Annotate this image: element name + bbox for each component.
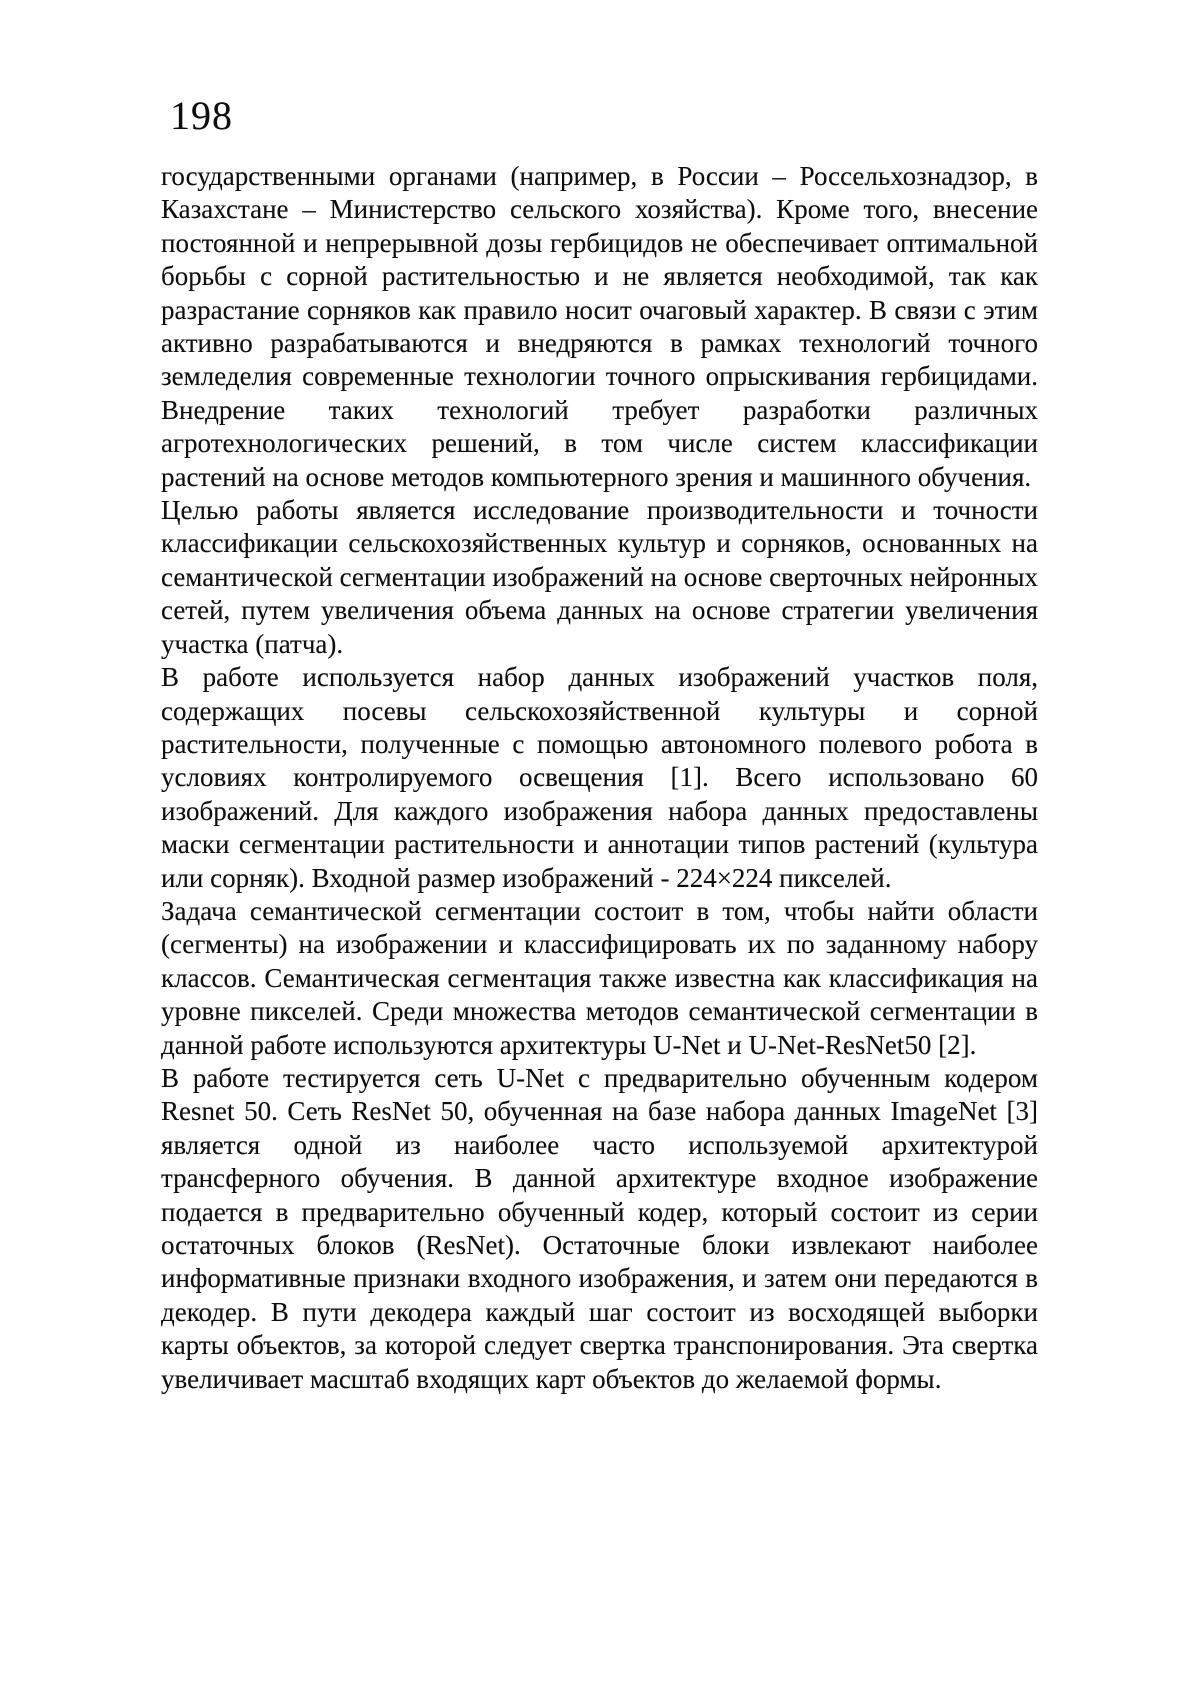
body-text	[161, 160, 1038, 1396]
paragraph: В работе используется набор данных изображений участков поля, содержащих посевы сельскохозяйственной культуры и сорной растительности, полученные с помощью автономного полевого робота в условиях контролируемого освещения [1]. Всего использовано 60 изображений. Для каждого изображения набора данных предоставлены маски сегментации растительности и аннотации типов растений (культура или сорняк). Входной размер изображений - 224×224 пикселей.	[161, 662, 1038, 893]
paragraph: государственными органами (например, в России – Россельхознадзор, в Казахстане – Министерство сельского хозяйства). Кроме того, внесение постоянной и непрерывной дозы гербицидов не обеспечивает оптимальной борьбы с сорной растительностью и не является необходимой, так как разрастание сорняков как правило носит очаговый характер. В связи с этим активно разрабатываются и внедряются в рамках технологий точного земледелия современные технологии точного опрыскивания гербицидами. Внедрение таких технологий требует разработки различных агротехнологических решений, в том числе систем классификации растений на основе методов компьютерного зрения и машинного обучения.	[161, 161, 1038, 492]
page-number: 198	[170, 93, 233, 138]
paragraph: Целью работы является исследование производительности и точности классификации сельскохозяйственных культур и сорняков, основанных на семантической сегментации изображений на основе сверточных нейронных сетей, путем увеличения объема данных на основе стратегии увеличения участка (патча).	[161, 495, 1038, 659]
paragraph: Задача семантической сегментации состоит в том, чтобы найти области (сегменты) на изображении и классифицировать их по заданному набору классов. Семантическая сегментация также известна как классификация на уровне пикселей. Среди множества методов семантической сегментации в данной работе используются архитектуры U-Net и U-Net-ResNet50 [2].	[161, 895, 1038, 1060]
paragraph: В работе тестируется сеть U-Net с предварительно обученным кодером Resnet 50. Сеть ResNet 50, обученная на базе набора данных ImageNet [3] является одной из наиболее часто используемой архитектурой трансферного обучения. В данной архитектуре входное изображение подается в предварительно обученный кодер, который состоит из серии остаточных блоков (ResNet). Остаточные блоки извлекают наиболее информативные признаки входного изображения, и затем они передаются в декодер. В пути декодера каждый шаг состоит из восходящей выборки карты объектов, за которой следует свертка транспонирования. Эта свертка увеличивает масштаб входящих карт объектов до желаемой формы.	[161, 1062, 1038, 1394]
